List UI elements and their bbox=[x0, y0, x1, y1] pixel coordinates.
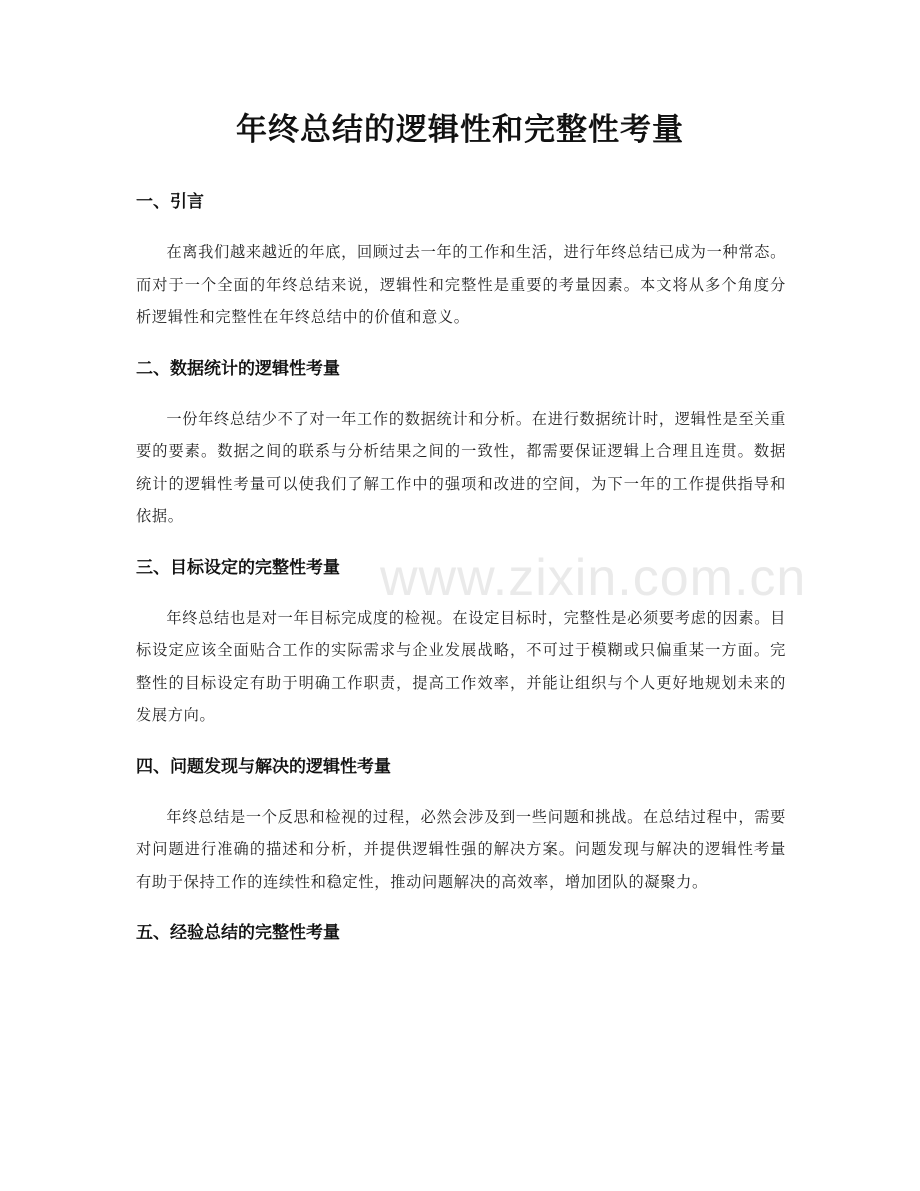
site-watermark: www.zixin.com.cn bbox=[380, 549, 807, 607]
section-paragraph-data-statistics: 一份年终总结少不了对一年工作的数据统计和分析。在进行数据统计时，逻辑性是至关重要的要素。数据之间的联系与分析结果之间的一致性，都需要保证逻辑上合理且连贯。数据统计的逻辑性考量可以使我们了解工作中的强项和改进的空间，为下一年的工作提供指导和依据。 bbox=[136, 409, 787, 525]
section-heading-experience-summary: 五、经验总结的完整性考量 bbox=[136, 923, 340, 943]
section-heading-data-statistics: 二、数据统计的逻辑性考量 bbox=[136, 358, 340, 379]
section-heading-intro: 一、引言 bbox=[136, 192, 204, 212]
section-paragraph-intro: 在离我们越来越近的年底，回顾过去一年的工作和生活，进行年终总结已成为一种常态。而对于一个全面的年终总结来说，逻辑性和完整性是重要的考量因素。本文将从多个角度分析逻辑性和完整性在年终总结中的价值和意义。 bbox=[136, 243, 787, 326]
section-paragraph-goal-setting: 年终总结也是对一年目标完成度的检视。在设定目标时，完整性是必须要考虑的因素。目标设定应该全面贴合工作的实际需求与企业发展战略，不可过于模糊或只偏重某一方面。完整性的目标设定有助于明确工作职责，提高工作效率，并能让组织与个人更好地规划未来的发展方向。 bbox=[136, 608, 787, 724]
section-heading-problem-solving: 四、问题发现与解决的逻辑性考量 bbox=[136, 756, 391, 777]
section-heading-goal-setting: 三、目标设定的完整性考量 bbox=[136, 557, 340, 578]
document-body bbox=[136, 187, 786, 948]
section-paragraph-problem-solving: 年终总结是一个反思和检视的过程，必然会涉及到一些问题和挑战。在总结过程中，需要对问题进行准确的描述和分析，并提供逻辑性强的解决方案。问题发现与解决的逻辑性考量有助于保持工作的连续性和稳定性，推动问题解决的高效率，增加团队的凝聚力。 bbox=[136, 807, 787, 891]
document-title: 年终总结的逻辑性和完整性考量 bbox=[236, 112, 684, 148]
